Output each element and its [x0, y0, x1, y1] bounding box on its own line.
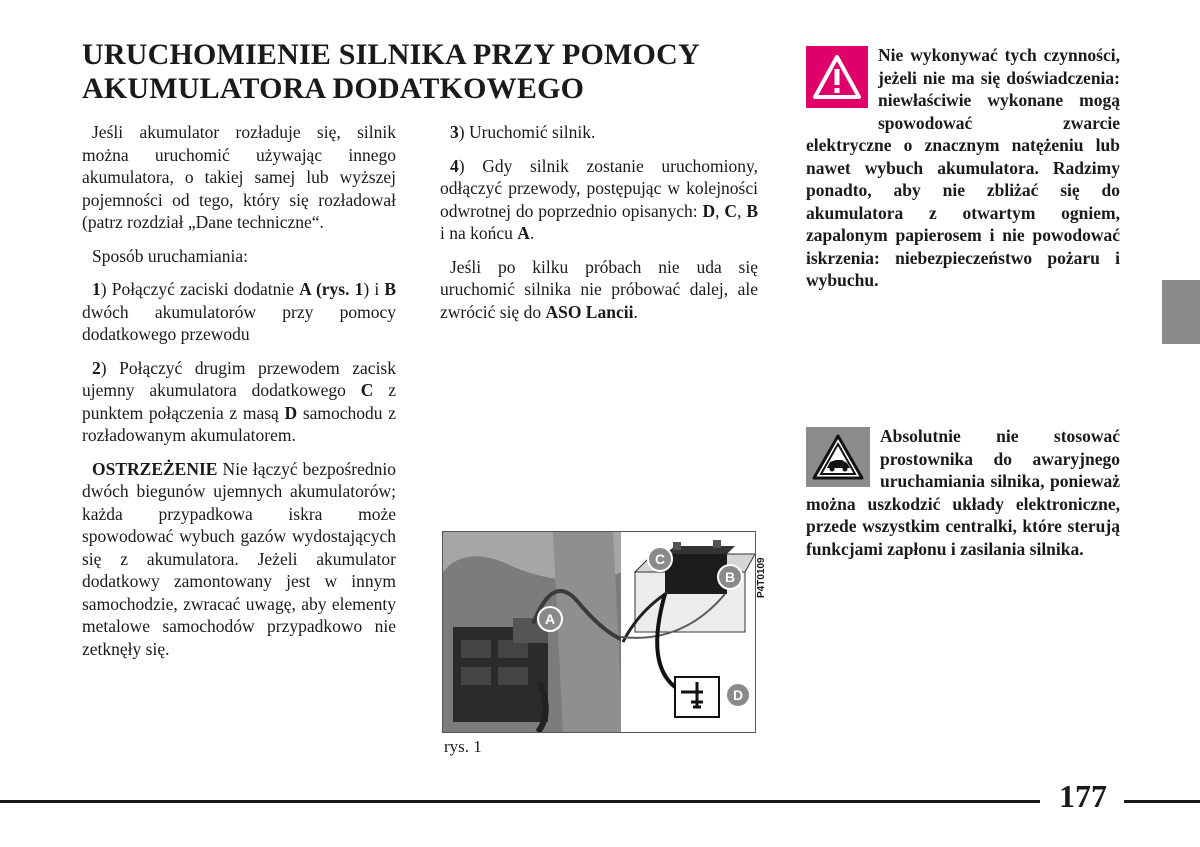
page-number: 177 — [1059, 778, 1107, 814]
title-line-1: URUCHOMIENIE SILNIKA PRZY POMOCY — [82, 38, 700, 71]
jump-start-illustration — [442, 531, 756, 733]
caution-box-text: Absolutnie nie stosować prostownika do awaryjnego uruchamiania silnika, ponieważ można uszkodzić układy elektroniczne, przede wszystkim centralki, które sterują funkcjami zapłonu i zasilania silnika. — [806, 426, 1120, 559]
car-warning-icon — [806, 427, 870, 487]
label-b-marker: B — [717, 564, 743, 590]
figure-code: P4T0109 — [756, 557, 767, 598]
column-middle — [440, 121, 758, 334]
label-a-marker: A — [537, 606, 563, 632]
step-3: 3) Uruchomić silnik. — [450, 122, 596, 142]
warning-paragraph: OSTRZEŻENIE Nie łączyć bezpośrednio dwóch biegunów ujemnych akumulatorów; każda przypadkowa iskra może spowodować wybuch gazów wydostających się z akumulatora. Jeżeli akumulator dodatkowy zamontowany jest w innym samochodzie, zwracać uwagę, aby elementy metalowe samochodów przypadkowo nie zetknęły się. — [82, 458, 396, 659]
danger-box-text: Nie wykonywać tych czynności, jeżeli nie ma się doświadczenia: niewłaściwie wykonane mogą spowodować zwarcie elektryczne o znacznym natężeniu lub nawet wybuch akumulatora. Radzimy ponadto, aby nie zbliżać się do akumulatora z otwartym ogniem, zapalonym papierosem i nie powodować iskrzenia: niebezpieczeństwo pożaru i wybuchu. — [806, 45, 1120, 290]
footer-rule-left — [0, 800, 1040, 803]
step-4: 4) Gdy silnik zostanie uruchomiony, odłączyć przewody, postępując w kolejności odwrotnej do poprzednio opisanych: D, C, B i na końcu A. — [440, 155, 759, 243]
column-left — [82, 121, 396, 671]
section-tab-marker — [1162, 280, 1200, 344]
label-d-marker: D — [725, 682, 751, 708]
step-2: 2) Połączyć drugim przewodem zacisk ujemny akumulatora dodatkowego C z punktem połączenia z masą D samochodu z rozładowanym akumulatorem. — [82, 357, 396, 445]
label-c-marker: C — [647, 546, 673, 572]
figure-caption: rys. 1 — [444, 737, 482, 756]
danger-box — [806, 44, 1120, 292]
footer-rule-right — [1124, 800, 1200, 803]
caution-box — [806, 425, 1120, 560]
procedure-heading: Sposób uruchamiania: — [92, 245, 249, 266]
intro-paragraph: Jeśli akumulator rozładuje się, silnik można uruchomić używając innego akumulatora, o takiej samej lub wyższej pojemności od tego, który się rozładował (patrz rozdział „Dane techniczne“. — [82, 122, 396, 232]
step-1: 1) Połączyć zaciski dodatnie A (rys. 1) i B dwóch akumulatorów przy pomocy dodatkowego przewodu — [82, 279, 396, 344]
page-title — [82, 38, 722, 106]
final-paragraph: Jeśli po kilku próbach nie uda się uruchomić silnika nie próbować dalej, ale zwrócić się do ASO Lancii. — [440, 256, 758, 322]
warning-triangle-icon — [806, 46, 868, 108]
title-line-2: AKUMULATORA DODATKOWEGO — [82, 72, 585, 105]
